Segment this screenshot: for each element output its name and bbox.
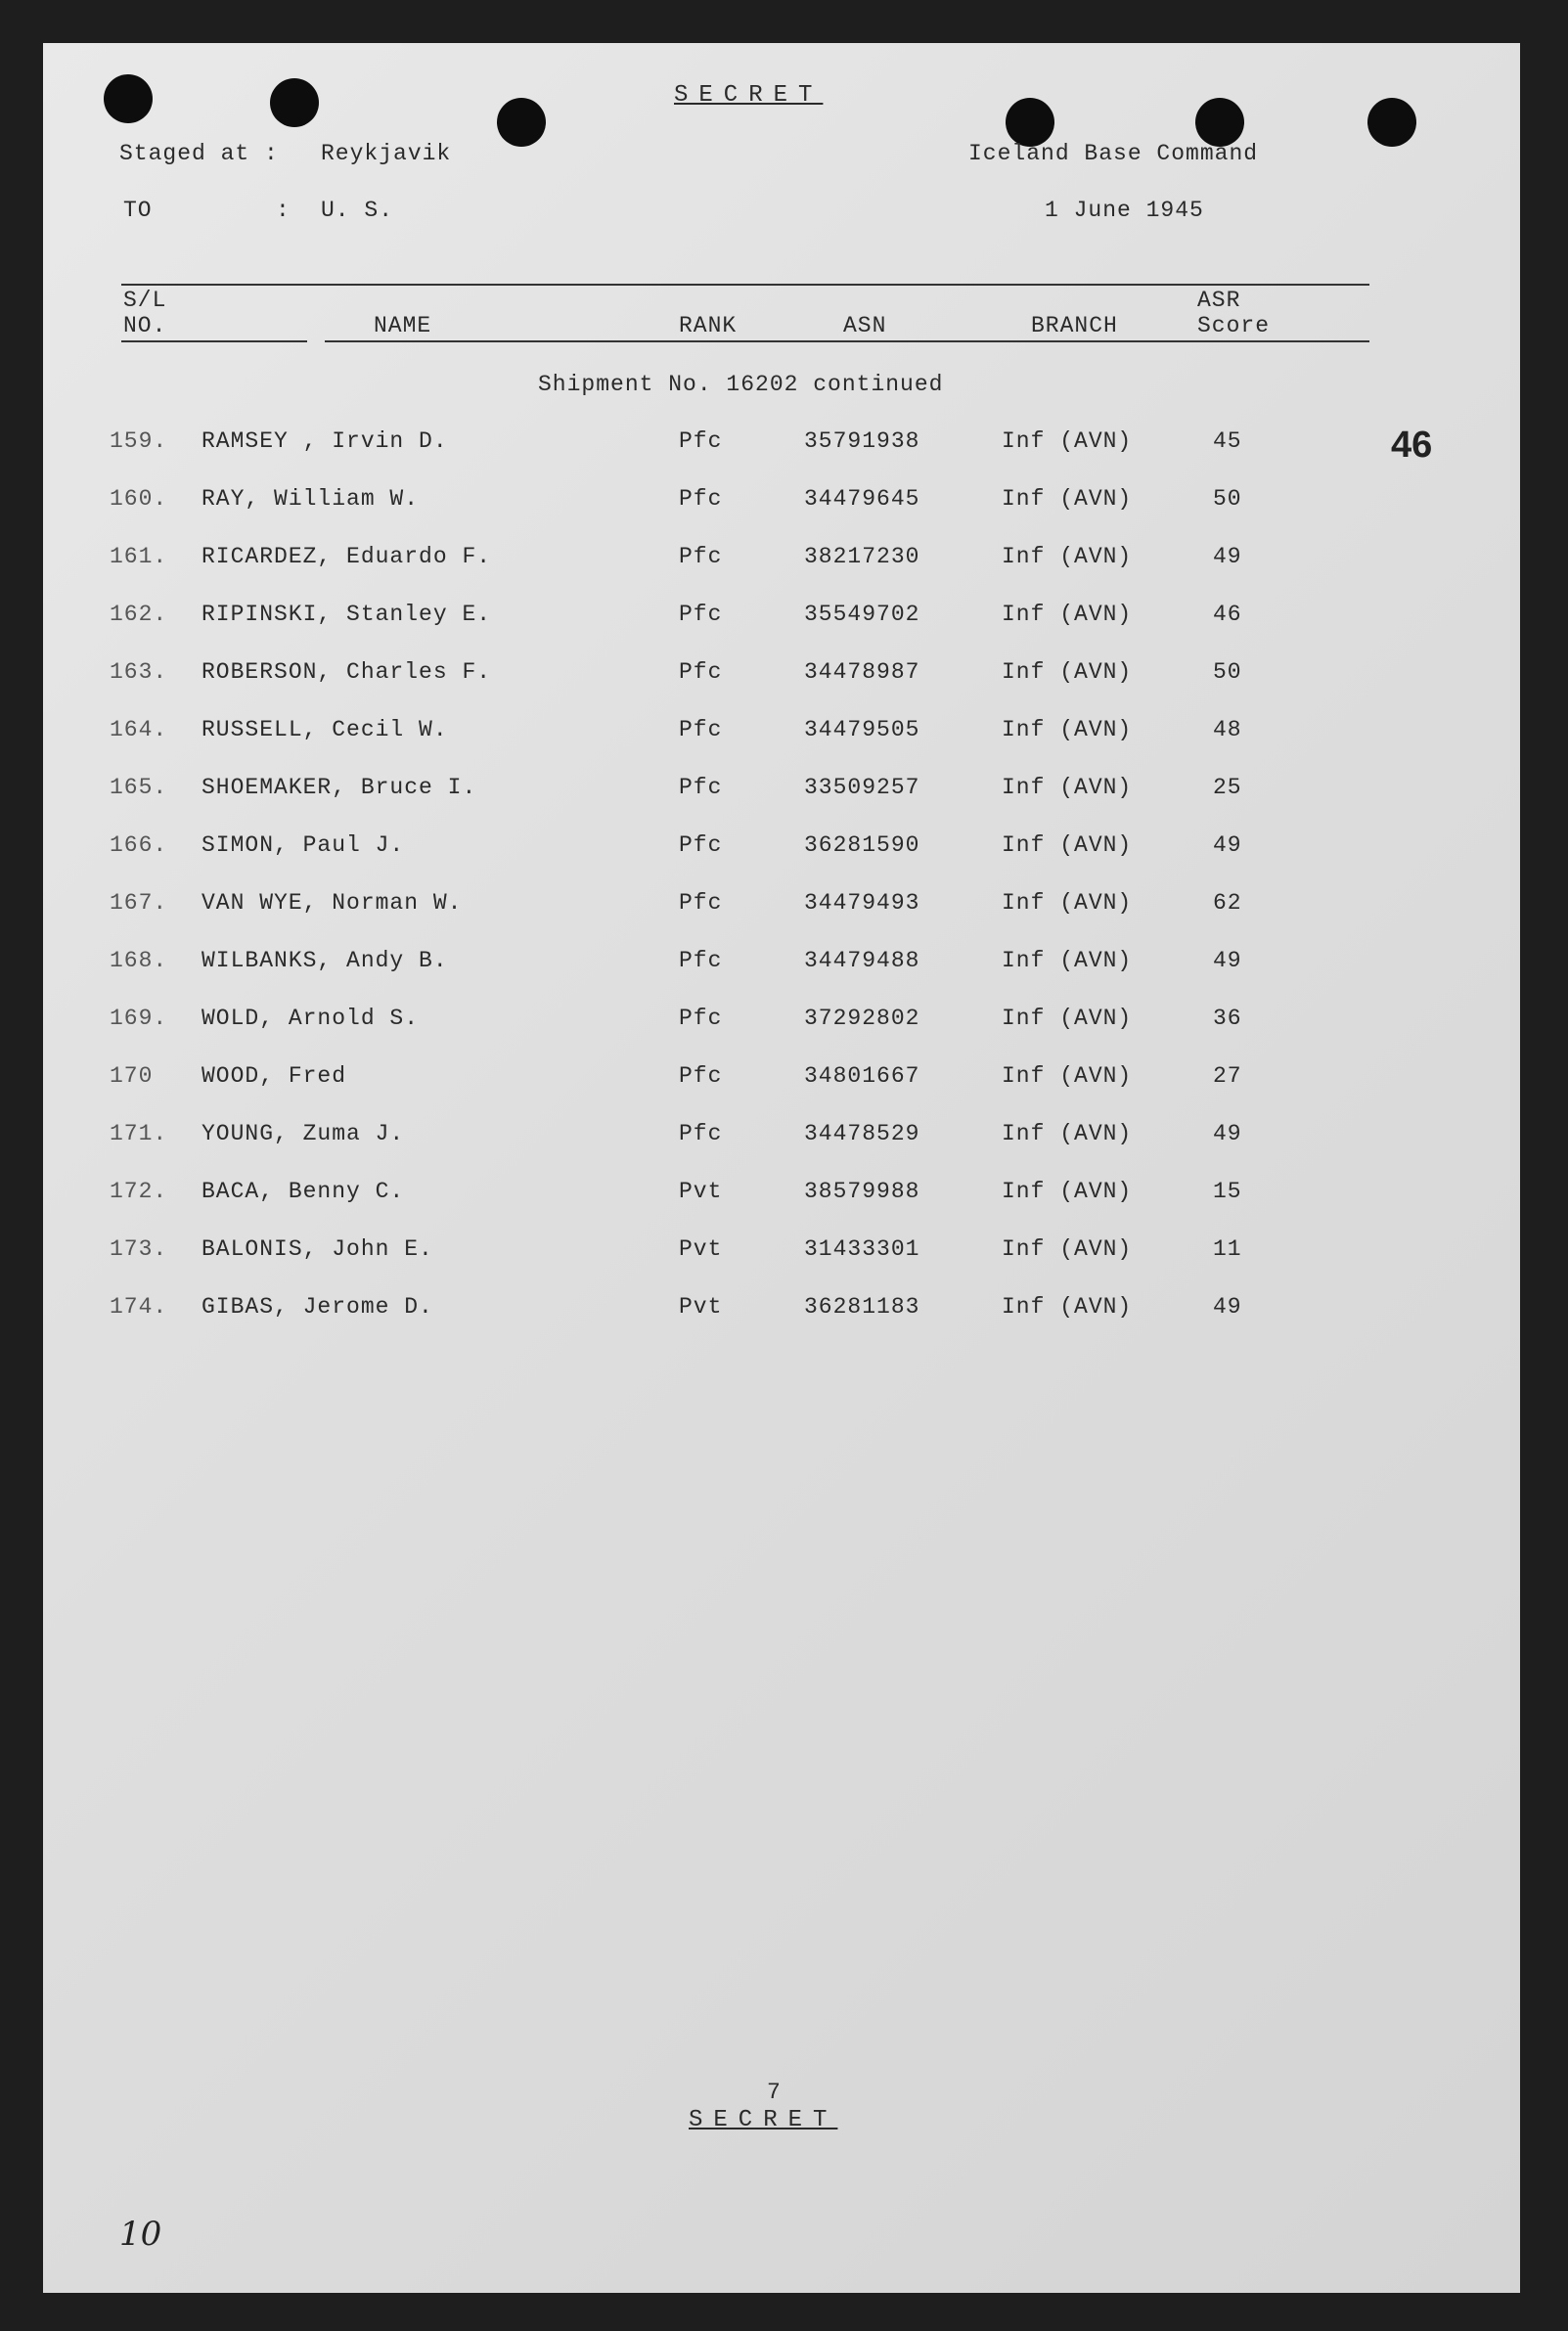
row-number: 162.	[110, 602, 168, 627]
row-branch: Inf (AVN)	[1002, 1063, 1133, 1089]
row-score: 50	[1213, 486, 1242, 512]
document-date: 1 June 1945	[1045, 198, 1204, 223]
row-name: YOUNG, Zuma J.	[202, 1121, 405, 1146]
row-branch: Inf (AVN)	[1002, 1179, 1133, 1204]
row-score: 49	[1213, 1294, 1242, 1320]
row-asn: 37292802	[804, 1006, 920, 1031]
handwritten-mark: 10	[119, 2215, 162, 2254]
row-rank: Pfc	[679, 486, 723, 512]
document-page	[43, 43, 1520, 2293]
punch-hole	[1367, 98, 1416, 147]
col-name: NAME	[374, 313, 432, 338]
row-rank: Pvt	[679, 1236, 723, 1262]
row-name: RUSSELL, Cecil W.	[202, 717, 448, 742]
row-rank: Pfc	[679, 428, 723, 454]
col-asr-line1: ASR	[1197, 288, 1241, 313]
row-asn: 34478529	[804, 1121, 920, 1146]
row-rank: Pfc	[679, 717, 723, 742]
row-score: 46	[1213, 602, 1242, 627]
row-asn: 34479505	[804, 717, 920, 742]
punch-hole	[104, 74, 153, 123]
row-name: VAN WYE, Norman W.	[202, 890, 463, 916]
page-mark: 46	[1391, 425, 1433, 466]
row-rank: Pfc	[679, 602, 723, 627]
row-branch: Inf (AVN)	[1002, 890, 1133, 916]
row-branch: Inf (AVN)	[1002, 602, 1133, 627]
shipment-note: Shipment No. 16202 continued	[538, 372, 944, 397]
classification-bottom: SECRET	[689, 2107, 838, 2133]
row-asn: 38579988	[804, 1179, 920, 1204]
row-branch: Inf (AVN)	[1002, 1121, 1133, 1146]
row-branch: Inf (AVN)	[1002, 775, 1133, 800]
row-rank: Pfc	[679, 775, 723, 800]
row-name: SHOEMAKER, Bruce I.	[202, 775, 477, 800]
to-value: U. S.	[321, 198, 394, 223]
row-name: WILBANKS, Andy B.	[202, 948, 448, 973]
row-asn: 35549702	[804, 602, 920, 627]
row-number: 163.	[110, 659, 168, 685]
row-score: 25	[1213, 775, 1242, 800]
row-branch: Inf (AVN)	[1002, 1006, 1133, 1031]
row-score: 62	[1213, 890, 1242, 916]
row-number: 159.	[110, 428, 168, 454]
row-rank: Pfc	[679, 659, 723, 685]
row-number: 173.	[110, 1236, 168, 1262]
row-rank: Pfc	[679, 890, 723, 916]
row-rank: Pfc	[679, 544, 723, 569]
page-number: 7	[767, 2080, 782, 2105]
row-name: RAY, William W.	[202, 486, 420, 512]
row-rank: Pfc	[679, 832, 723, 858]
col-asr-line2: Score	[1197, 313, 1271, 338]
row-number: 165.	[110, 775, 168, 800]
row-name: WOLD, Arnold S.	[202, 1006, 420, 1031]
row-number: 170	[110, 1063, 154, 1089]
row-name: GIBAS, Jerome D.	[202, 1294, 433, 1320]
command-name: Iceland Base Command	[968, 141, 1259, 166]
row-number: 169.	[110, 1006, 168, 1031]
row-asn: 34479493	[804, 890, 920, 916]
row-score: 49	[1213, 948, 1242, 973]
row-score: 48	[1213, 717, 1242, 742]
row-score: 49	[1213, 544, 1242, 569]
row-rank: Pfc	[679, 1121, 723, 1146]
row-number: 164.	[110, 717, 168, 742]
row-rank: Pfc	[679, 1063, 723, 1089]
punch-hole	[270, 78, 319, 127]
row-number: 174.	[110, 1294, 168, 1320]
row-rank: Pvt	[679, 1294, 723, 1320]
row-rank: Pvt	[679, 1179, 723, 1204]
row-name: RIPINSKI, Stanley E.	[202, 602, 492, 627]
row-name: ROBERSON, Charles F.	[202, 659, 492, 685]
staged-at-label: Staged at :	[119, 141, 279, 166]
row-asn: 34479645	[804, 486, 920, 512]
row-name: BALONIS, John E.	[202, 1236, 433, 1262]
row-asn: 38217230	[804, 544, 920, 569]
header-bottom-rule	[121, 340, 307, 342]
row-asn: 34479488	[804, 948, 920, 973]
row-asn: 31433301	[804, 1236, 920, 1262]
row-number: 172.	[110, 1179, 168, 1204]
staged-at-value: Reykjavik	[321, 141, 452, 166]
classification-top: SECRET	[674, 82, 824, 109]
row-number: 171.	[110, 1121, 168, 1146]
row-asn: 36281590	[804, 832, 920, 858]
row-asn: 33509257	[804, 775, 920, 800]
col-sl-no-line1: S/L	[123, 288, 167, 313]
punch-hole	[1006, 98, 1054, 147]
row-score: 49	[1213, 1121, 1242, 1146]
col-sl-no-line2: NO.	[123, 313, 167, 338]
row-branch: Inf (AVN)	[1002, 544, 1133, 569]
col-branch: BRANCH	[1031, 313, 1118, 338]
row-branch: Inf (AVN)	[1002, 659, 1133, 685]
row-branch: Inf (AVN)	[1002, 948, 1133, 973]
row-rank: Pfc	[679, 948, 723, 973]
row-asn: 35791938	[804, 428, 920, 454]
row-branch: Inf (AVN)	[1002, 1236, 1133, 1262]
row-name: SIMON, Paul J.	[202, 832, 405, 858]
row-branch: Inf (AVN)	[1002, 428, 1133, 454]
header-top-rule	[121, 284, 1369, 286]
row-name: WOOD, Fred	[202, 1063, 347, 1089]
row-number: 160.	[110, 486, 168, 512]
col-asn: ASN	[843, 313, 887, 338]
row-number: 161.	[110, 544, 168, 569]
row-score: 49	[1213, 832, 1242, 858]
row-score: 11	[1213, 1236, 1242, 1262]
row-asn: 34801667	[804, 1063, 920, 1089]
row-number: 166.	[110, 832, 168, 858]
to-colon: :	[276, 198, 291, 223]
row-score: 50	[1213, 659, 1242, 685]
row-asn: 36281183	[804, 1294, 920, 1320]
row-score: 45	[1213, 428, 1242, 454]
row-score: 36	[1213, 1006, 1242, 1031]
row-branch: Inf (AVN)	[1002, 486, 1133, 512]
to-label: TO	[123, 198, 153, 223]
punch-hole	[497, 98, 546, 147]
header-bottom-rule	[325, 340, 1369, 342]
row-number: 168.	[110, 948, 168, 973]
col-rank: RANK	[679, 313, 738, 338]
row-branch: Inf (AVN)	[1002, 1294, 1133, 1320]
row-branch: Inf (AVN)	[1002, 832, 1133, 858]
row-name: BACA, Benny C.	[202, 1179, 405, 1204]
row-number: 167.	[110, 890, 168, 916]
punch-hole	[1195, 98, 1244, 147]
row-asn: 34478987	[804, 659, 920, 685]
row-rank: Pfc	[679, 1006, 723, 1031]
row-name: RAMSEY , Irvin D.	[202, 428, 448, 454]
row-score: 27	[1213, 1063, 1242, 1089]
row-branch: Inf (AVN)	[1002, 717, 1133, 742]
row-name: RICARDEZ, Eduardo F.	[202, 544, 492, 569]
row-score: 15	[1213, 1179, 1242, 1204]
